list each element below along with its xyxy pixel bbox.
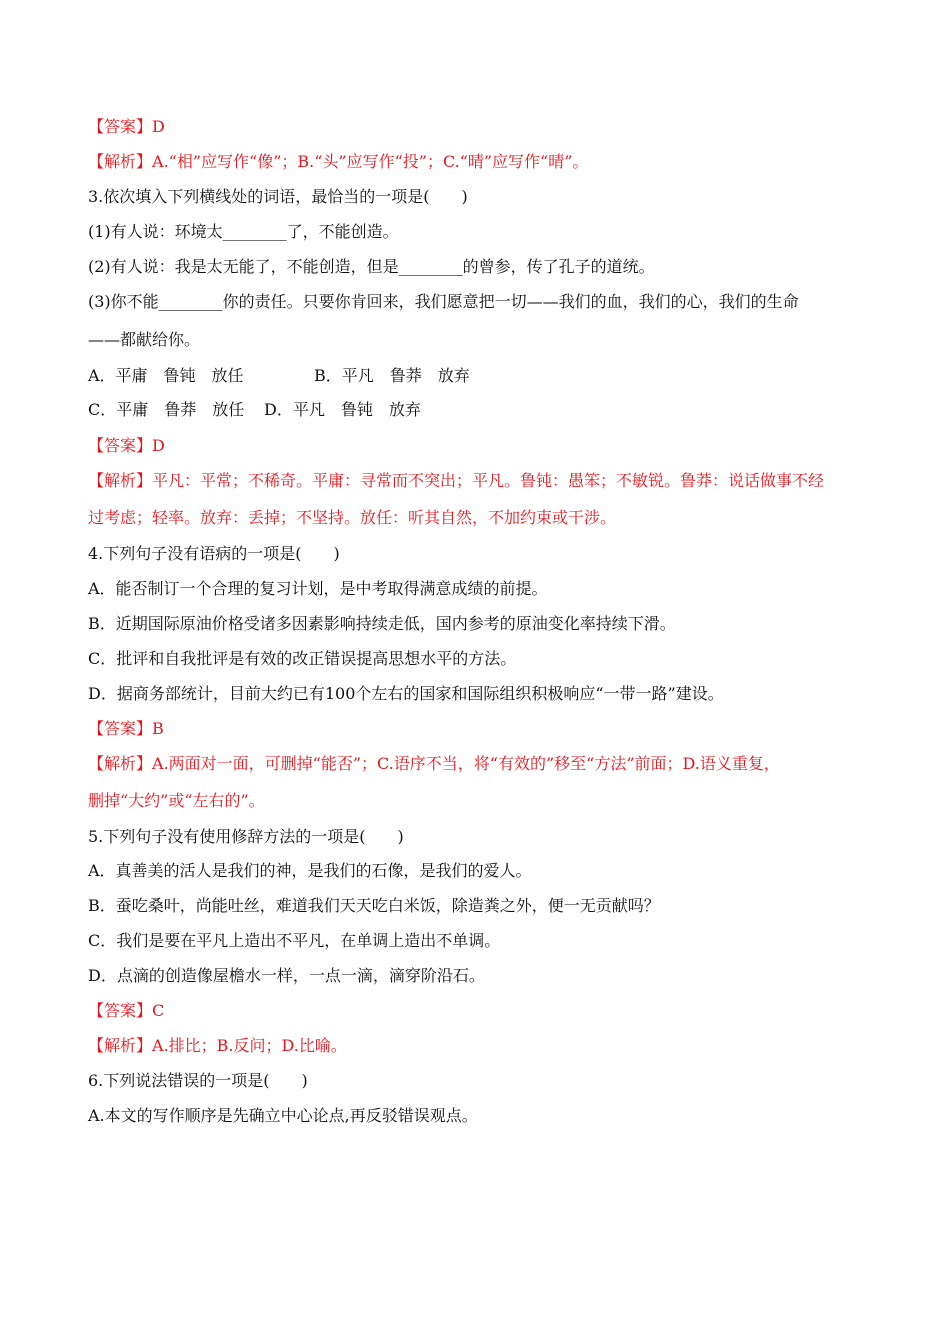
answer-value: C [152, 1001, 165, 1020]
q3-stem: 3.依次填入下列横线处的词语，最恰当的一项是( ) [88, 187, 468, 206]
analysis-tag: 【解析】 [88, 754, 153, 773]
q5-option-b: B．蚕吃桑叶，尚能吐丝，难道我们天天吃白米饭，除造粪之外，便一无贡献吗？ [88, 896, 660, 915]
q5-option-c: C．我们是要在平凡上造出不平凡，在单调上造出不单调。 [88, 931, 501, 950]
q2-analysis-line [88, 152, 870, 172]
q5-analysis-line [88, 1036, 870, 1056]
q4-option-d: D．据商务部统计，目前大约已有100个左右的国家和国际组织积极响应“一带一路”建设。 [88, 684, 724, 703]
q4-answer-line [88, 719, 870, 739]
q6-option-a: A.本文的写作顺序是先确立中心论点,再反驳错误观点。 [88, 1106, 478, 1125]
analysis-text: A.两面对一面，可删掉“能否”；C.语序不当，将“有效的”移至“方法”前面；D.语义重复， [152, 754, 780, 773]
q4-option-a: A．能否制订一个合理的复习计划，是中考取得满意成绩的前提。 [88, 579, 548, 598]
q5-stem: 5.下列句子没有使用修辞方法的一项是( ) [88, 827, 404, 846]
q3-analysis-line-2: 过考虑；轻率。放弃：丢掉；不坚持。放任：听其自然，不加约束或干涉。 [88, 508, 617, 527]
q4-stem: 4.下列句子没有语病的一项是( ) [88, 544, 340, 563]
q3-sentence-3a: (3)你不能________你的责任。只要你肯回来，我们愿意把一切——我们的血，我们的心，我们的生命 [88, 292, 799, 311]
q3-option-c: C．平庸 鲁莽 放任 [88, 400, 245, 419]
q3-sentence-1: (1)有人说：环境太________了，不能创造。 [88, 222, 399, 241]
q3-option-d: D．平凡 鲁钝 放弃 [264, 400, 421, 419]
q5-option-a: A．真善美的活人是我们的神，是我们的石像，是我们的爱人。 [88, 861, 532, 880]
q3-option-b: B．平凡 鲁莽 放弃 [314, 366, 470, 385]
answer-tag: 【答案】 [88, 719, 153, 738]
q4-analysis-line-2: 删掉“大约”或“左右的”。 [88, 791, 265, 810]
q2-answer-line [88, 117, 870, 137]
q6-stem: 6.下列说法错误的一项是( ) [88, 1071, 308, 1090]
analysis-tag: 【解析】 [88, 1036, 153, 1055]
q3-options-row-2 [88, 400, 870, 420]
q5-option-d: D．点滴的创造像屋檐水一样，一点一滴，滴穿阶沿石。 [88, 966, 485, 985]
q4-analysis-line-1 [88, 754, 870, 774]
analysis-tag: 【解析】 [88, 152, 153, 171]
q3-analysis-line-1 [88, 471, 870, 491]
q3-option-a: A．平庸 鲁钝 放任 [88, 366, 244, 385]
analysis-text: 平凡：平常；不稀奇。平庸：寻常而不突出；平凡。鲁钝：愚笨；不敏锐。鲁莽：说话做事不经 [152, 471, 825, 490]
analysis-text: A.“相”应写作“像”；B.“头”应写作“投”；C.“晴”应写作“晴”。 [152, 152, 589, 171]
answer-tag: 【答案】 [88, 1001, 153, 1020]
analysis-tag: 【解析】 [88, 471, 153, 490]
q4-option-b: B．近期国际原油价格受诸多因素影响持续走低，国内参考的原油变化率持续下滑。 [88, 614, 676, 633]
answer-tag: 【答案】 [88, 436, 153, 455]
q3-sentence-2: (2)有人说：我是太无能了，不能创造，但是________的曾参，传了孔子的道统。 [88, 257, 655, 276]
q4-option-c: C．批评和自我批评是有效的改正错误提高思想水平的方法。 [88, 649, 517, 668]
answer-value: D [152, 436, 165, 455]
q3-sentence-3b: ——都献给你。 [88, 330, 201, 349]
answer-tag: 【答案】 [88, 117, 153, 136]
q5-answer-line [88, 1001, 870, 1021]
analysis-text: A.排比；B.反问；D.比喻。 [152, 1036, 347, 1055]
q3-options-row-1 [88, 366, 870, 386]
answer-value: D [152, 117, 165, 136]
answer-value: B [152, 719, 164, 738]
q3-answer-line [88, 436, 870, 456]
